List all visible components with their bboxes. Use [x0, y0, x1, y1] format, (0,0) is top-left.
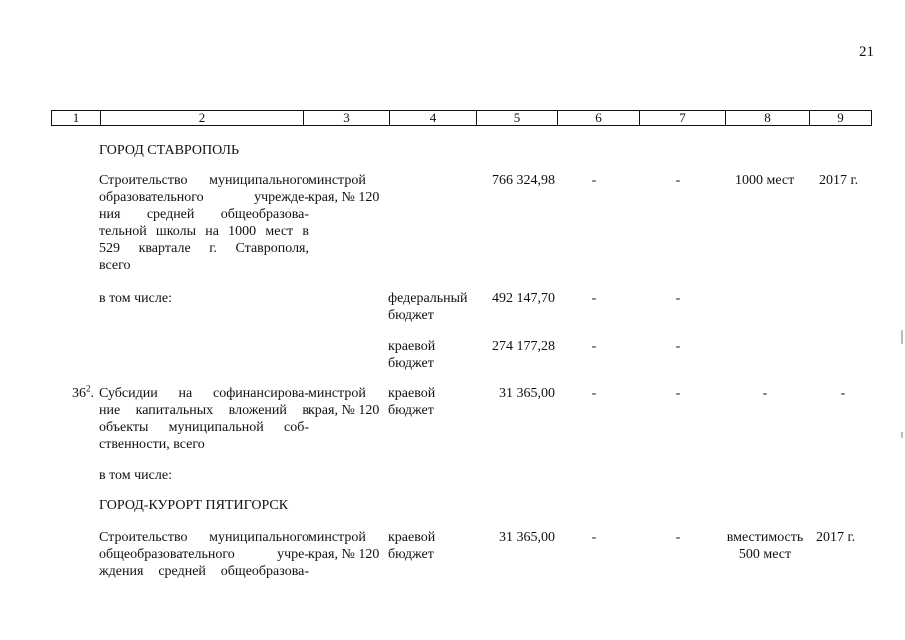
row1-regional-source-line: краевой [388, 339, 436, 354]
row3-object-name [99, 529, 309, 580]
page-number: 21 [859, 44, 874, 60]
row1-name-line: тельной школы на 1000 мест в [99, 224, 309, 239]
row2-object-name [99, 385, 309, 453]
row1-name-line: Строительство муниципального [99, 173, 309, 188]
column-header-8: 8 [726, 111, 810, 125]
row1-agency-line: минстрой [308, 173, 366, 188]
column-header-row [51, 110, 872, 126]
row1-federal-col6: - [591, 291, 597, 306]
row3-capacity [720, 529, 810, 563]
scan-margin-mark [901, 432, 903, 438]
row2-agency-line: края, № 120 [308, 403, 380, 418]
row2-number-main: 36 [72, 386, 86, 401]
row1-year: 2017 г. [819, 173, 859, 188]
row3-name-line: ждения средней общеобразова- [99, 564, 309, 579]
column-header-2: 2 [101, 111, 304, 125]
row2-name-line: ние капитальных вложений в [99, 403, 309, 418]
row2-source [388, 385, 435, 419]
row1-regional-col6: - [591, 339, 597, 354]
row1-federal-col7: - [675, 291, 681, 306]
row1-federal-source-line: бюджет [388, 308, 434, 323]
section-heading-stavropol: ГОРОД СТАВРОПОЛЬ [99, 143, 240, 158]
row3-agency-line: минстрой [308, 530, 366, 545]
column-header-9: 9 [837, 110, 844, 125]
row1-regional-col7: - [675, 339, 681, 354]
row2-number-superscript: 2 [86, 383, 91, 394]
column-header-4: 4 [390, 111, 477, 125]
row1-federal-source-line: федеральный [388, 291, 468, 306]
row1-object-name [99, 172, 309, 274]
row1-name-line: 529 квартале г. Ставрополя, [99, 241, 309, 256]
scan-margin-mark [901, 330, 903, 344]
row2-name-line: объекты муниципальной соб- [99, 420, 309, 435]
column-header-5: 5 [477, 111, 558, 125]
row3-year: 2017 г. [816, 530, 856, 545]
row3-capacity-line: вместимость [726, 530, 804, 545]
row3-agency [308, 529, 379, 563]
row3-capacity-line: 500 мест [738, 547, 792, 562]
row3-col6: - [591, 530, 597, 545]
row1-regional-amount: 274 177,28 [492, 339, 555, 354]
row2-col8: - [762, 386, 768, 401]
row2-source-line: краевой [388, 386, 436, 401]
row1-amount: 766 324,98 [492, 173, 555, 188]
row2-agency-line: минстрой [308, 386, 366, 401]
row3-name-line: Строительство муниципального [99, 530, 309, 545]
row1-federal-source [388, 290, 468, 324]
row1-agency-line: края, № 120 [308, 190, 380, 205]
row2-number-suffix: . [90, 386, 94, 401]
row3-source-line: краевой [388, 530, 436, 545]
row3-col7: - [675, 530, 681, 545]
row3-amount: 31 365,00 [499, 530, 555, 545]
column-header-1: 1 [52, 111, 101, 125]
row2-agency [308, 385, 379, 419]
row2-source-line: бюджет [388, 403, 434, 418]
section-heading-pyatigorsk: ГОРОД-КУРОРТ ПЯТИГОРСК [99, 498, 289, 513]
including-label-2: в том числе: [99, 468, 172, 483]
row2-col6: - [591, 386, 597, 401]
row3-agency-line: края, № 120 [308, 547, 380, 562]
row1-regional-source [388, 338, 435, 372]
row1-capacity: 1000 мест [735, 173, 795, 188]
including-label-1: в том числе: [99, 291, 172, 306]
column-header-7: 7 [640, 111, 726, 125]
column-header-3: 3 [304, 111, 390, 125]
row1-regional-source-line: бюджет [388, 356, 434, 371]
row1-name-line: образовательного учрежде- [99, 190, 309, 205]
row3-name-line: общеобразовательного учре- [99, 547, 309, 562]
row3-source [388, 529, 435, 563]
column-header-6: 6 [558, 111, 640, 125]
row1-agency [308, 172, 379, 206]
row1-name-line: всего [99, 258, 131, 273]
row2-number [52, 385, 94, 402]
row1-col7: - [675, 173, 681, 188]
row1-federal-amount: 492 147,70 [492, 291, 555, 306]
row2-amount: 31 365,00 [499, 386, 555, 401]
row2-col7: - [675, 386, 681, 401]
row3-source-line: бюджет [388, 547, 434, 562]
row2-col9: - [840, 386, 846, 401]
row1-col6: - [591, 173, 597, 188]
row1-name-line: ния средней общеобразова- [99, 207, 309, 222]
row2-name-line: Субсидии на софинансирова- [99, 386, 309, 401]
row2-name-line: ственности, всего [99, 437, 205, 452]
